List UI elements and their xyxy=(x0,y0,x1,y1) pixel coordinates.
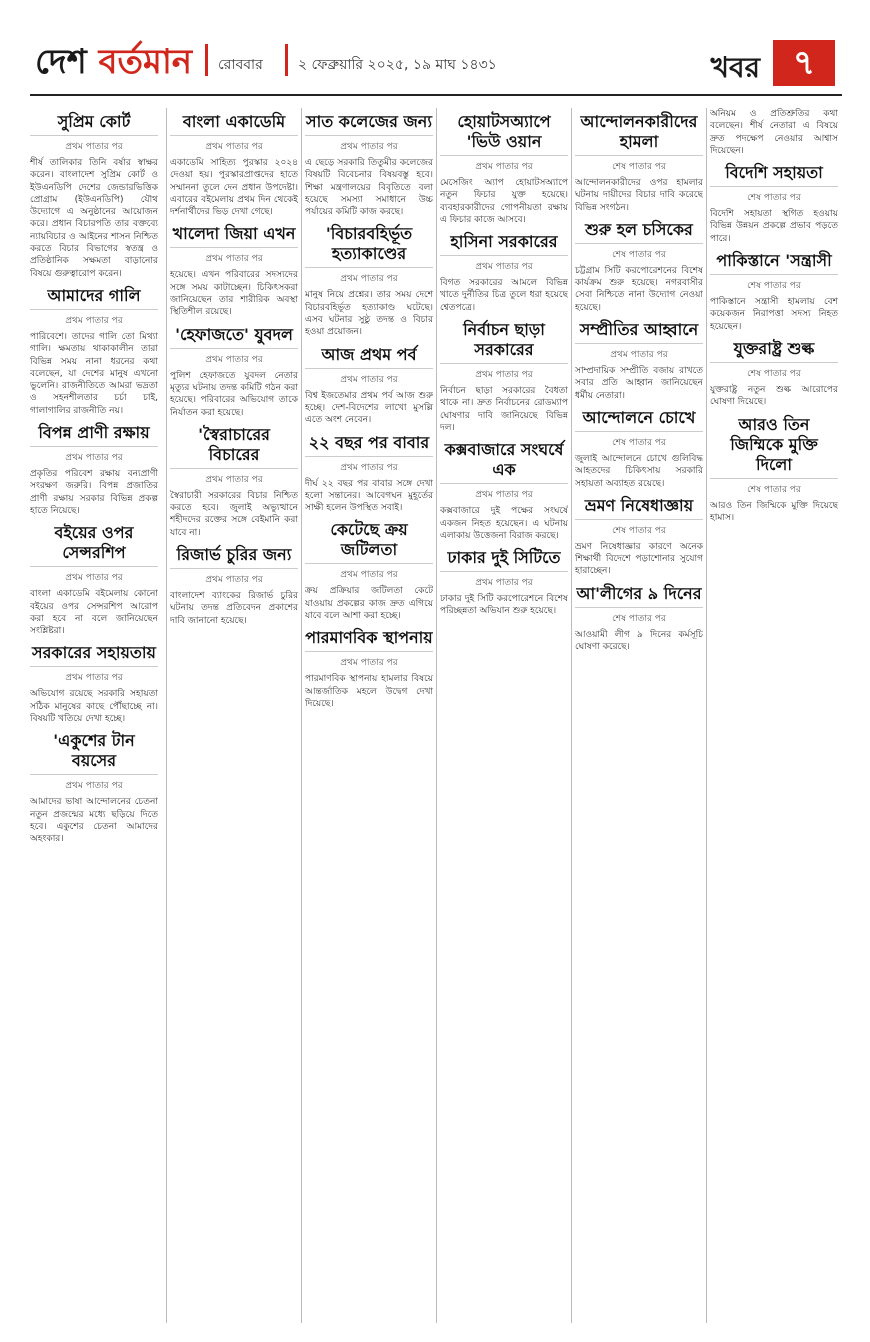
article-body: একাডেমি সাহিত্য পুরস্কার ২০২৪ দেওয়া হয়। পুরস্কারপ্রাপ্তদের হাতে সম্মাননা তুলে দেন প্রধান উপদেষ্টা। এবারের বইমেলায় প্রথম দিন থেকেই দর্শনার্থীদের ভিড় দেখা গেছে। xyxy=(170,158,298,218)
article-headline[interactable]: যুক্তরাষ্ট্র শুল্ক xyxy=(710,339,838,363)
article-headline[interactable]: পাকিস্তানে 'সন্ত্রাসী xyxy=(710,251,838,275)
article-body: অভিযোগ রয়েছে সরকারি সহায়তা সঠিক মানুষের কাছে পৌঁছাচ্ছে না। বিষয়টি খতিয়ে দেখা হচ্ছে। xyxy=(30,689,158,725)
article xyxy=(170,224,298,318)
article xyxy=(440,320,568,434)
article xyxy=(305,345,433,427)
masthead-day: রোববার xyxy=(218,57,263,73)
article-headline[interactable]: আমাদের গালি xyxy=(30,286,158,310)
masthead xyxy=(0,0,870,100)
article xyxy=(440,232,568,314)
article-body: এ ছেড়ে সরকারি তিতুমীর কলেজের বিষয়টি বিবেচনার বিষয়বস্তু হবে। শিক্ষা মন্ত্রণালয়ের বিবৃতিতে বলা হয়েছে সমস্যা সমাধানে উচ্চ পর্যায়ের কমিটি কাজ করছে। xyxy=(305,158,433,218)
article-byline: শেষ পাতার পর xyxy=(612,249,666,260)
article xyxy=(440,440,568,542)
article-body: আরও তিন জিম্মিকে মুক্তি দিয়েছে হামাস। xyxy=(710,500,838,523)
article-body: কক্সবাজারে দুই পক্ষের সংঘর্ষে একজন নিহত হয়েছেন। এ ঘটনায় এলাকায় উত্তেজনা বিরাজ করছে। xyxy=(440,506,568,541)
article xyxy=(30,643,158,725)
article-byline: শেষ পাতার পর xyxy=(747,193,801,204)
article-byline: প্রথম পাতার পর xyxy=(205,142,263,152)
article-body: আওয়ামী লীগ ৯ দিনের কর্মসূচি ঘোষণা করেছে। xyxy=(575,629,703,653)
article-body: পুলিশ হেফাজতে যুবদল নেতার মৃত্যুর ঘটনায় তদন্ত কমিটি গঠন করা হয়েছে। পরিবারের অভিযোগ তাকে নির্যাতন করা হয়েছে। xyxy=(170,370,298,418)
column-divider xyxy=(706,108,707,1323)
article-byline: প্রথম পাতার পর xyxy=(205,254,263,265)
article-body: জুলাই আন্দোলনে চোখে গুলিবিদ্ধ আহতদের চিকিৎসায় সরকারি সহায়তা অব্যাহত রয়েছে। xyxy=(575,453,703,489)
article-headline[interactable]: আরও তিন জিম্মিকে মুক্তি দিলো xyxy=(710,415,838,479)
article xyxy=(710,163,838,245)
article-byline: প্রথম পাতার পর xyxy=(475,490,533,501)
article xyxy=(170,325,298,419)
article-byline: প্রথম পাতার পর xyxy=(340,462,398,473)
article xyxy=(710,108,838,157)
column-divider xyxy=(571,108,572,1323)
section-title: খবর xyxy=(710,51,760,84)
article-body: পারিবেশে। তাদের গালি তো মিথ্যা গালি। ক্ষমতায় থাকাকালীন তারা বিভিন্ন সময় নানা ধরনের কথা বলেছেন, যা দেশের মানুষ এখনো ভুলেনি। রাজনীতিতে আমরা ভদ্রতা ও সহনশীলতার চর্চা চাই, গালাগালির রাজনীতি নয়। xyxy=(30,331,158,416)
article-headline[interactable]: আন্দোলনকারীদের হামলা xyxy=(575,112,703,156)
article-headline[interactable]: শুরু হল চসিকের xyxy=(575,220,703,244)
article xyxy=(305,520,433,622)
article-body: আন্দোলনকারীদের ওপর হামলার ঘটনায় দায়ীদের বিচার দাবি করেছে বিভিন্ন সংগঠন। xyxy=(575,178,703,213)
article xyxy=(575,408,703,490)
article-headline[interactable]: রিজার্ভ চুরির জন্য xyxy=(170,545,298,569)
article xyxy=(575,584,703,654)
article-body: প্রকৃতির পরিবেশ রক্ষায় বন্যপ্রাণী সংরক্ষণ জরুরি। বিপন্ন প্রজাতির প্রাণী রক্ষায় সরকার বিভিন্ন প্রকল্প হাতে নিয়েছে। xyxy=(30,469,158,516)
column-4 xyxy=(440,108,568,1323)
article xyxy=(30,112,158,280)
article-body: মেসেজিং অ্যাপ হোয়াটসঅ্যাপে নতুন ফিচার যুক্ত হয়েছে। ব্যবহারকারীদের গোপনীয়তা রক্ষায় এ ফিচার কাজে আসবে। xyxy=(440,178,568,225)
column-2 xyxy=(170,108,298,1323)
article-body: ঢাকার দুই সিটি করপোরেশনে বিশেষ পরিচ্ছন্নতা অভিযান শুরু হয়েছে। xyxy=(440,594,568,617)
article-byline: প্রথম পাতার পর xyxy=(340,570,398,581)
article xyxy=(575,320,703,402)
article-headline[interactable]: হাসিনা সরকারের xyxy=(440,232,568,256)
article xyxy=(305,112,433,218)
article-body: নির্বাচন ছাড়া সরকারের বৈধতা থাকে না। দ্রুত নির্বাচনের রোডম্যাপ ঘোষণার দাবি জানিয়েছে বিভিন্ন দল। xyxy=(440,386,568,433)
article-headline[interactable]: 'স্বৈরাচারের বিচারের xyxy=(170,425,298,469)
article-headline[interactable]: সম্প্রীতির আহ্বানে xyxy=(575,320,703,344)
newspaper-logo: দেশ বর্তমান xyxy=(35,42,193,82)
article-body: আমাদের ভাষা আন্দোলনের চেতনা নতুন প্রজন্মের মধ্যে ছড়িয়ে দিতে হবে। একুশের চেতনা আমাদের অহংকার। xyxy=(30,797,158,845)
page-number: ৭ xyxy=(773,40,835,86)
article-headline[interactable]: ভ্রমণ নিষেধাজ্ঞায় xyxy=(575,496,703,520)
article xyxy=(575,112,703,214)
masthead-divider xyxy=(205,44,208,76)
article-headline[interactable]: হোয়াটসঅ্যাপে 'ভিউ ওয়ান xyxy=(440,112,568,156)
article-headline[interactable]: আ'লীগের ৯ দিনের xyxy=(575,584,703,608)
article-headline[interactable]: ঢাকার দুই সিটিতে xyxy=(440,548,568,572)
article-byline: প্রথম পাতার পর xyxy=(340,374,398,385)
article xyxy=(305,433,433,515)
article-byline: শেষ পাতার পর xyxy=(747,281,801,292)
article-headline[interactable]: বিদেশি সহায়তা xyxy=(710,163,838,187)
article xyxy=(710,339,838,409)
article xyxy=(710,251,838,333)
column-divider xyxy=(436,108,437,1323)
article-headline[interactable]: বাংলা একাডেমি xyxy=(170,112,298,136)
article-body: বিদেশি সহায়তা স্থগিত হওয়ায় বিভিন্ন উন্নয়ন প্রকল্পে প্রভাব পড়তে পারে। xyxy=(710,209,838,244)
article xyxy=(710,415,838,525)
article-byline: প্রথম পাতার পর xyxy=(340,142,398,152)
article-byline: শেষ পাতার পর xyxy=(612,613,666,624)
article-byline: প্রথম পাতার পর xyxy=(65,453,123,464)
article-headline[interactable]: 'বিচারবহির্ভূত হত্যাকাণ্ডের xyxy=(305,224,433,268)
article xyxy=(305,628,433,710)
article-body: হয়েছে। এখন পরিবারের সদস্যদের সঙ্গে সময় কাটাচ্ছেন। চিকিৎসকরা জানিয়েছেন তার শারীরিক অবস্থা স্থিতিশীল রয়েছে। xyxy=(170,270,298,318)
article-headline[interactable]: ২২ বছর পর বাবার xyxy=(305,433,433,457)
article-byline: শেষ পাতার পর xyxy=(612,162,666,172)
column-divider xyxy=(301,108,302,1323)
article-headline[interactable]: খালেদা জিয়া এখন xyxy=(170,224,298,248)
article-body: শীর্ষ তালিকার তিনি বর্ষার স্বাক্ষর করেন। বাংলাদেশ সুপ্রিম কোর্ট ও ইউএনডিপি দেশের জেন্ডারভিত্তিক প্রোগ্রাম (ইউএনডিপি) যৌথ উদ্যোগে এ অনুষ্ঠানের আয়োজন করে। প্রধান বিচারপতি তার বক্তব্যে ন্যায়বিচার ও আইনের শাসন নিশ্চিত করতে বিচার বিভাগের স্বতন্ত্র ও প্রতিষ্ঠানিক সক্ষমতা বাড়ানোর বিষয়ে গুরুত্বারোপ করেন। xyxy=(30,158,158,279)
article-byline: শেষ পাতার পর xyxy=(612,525,666,536)
article-body: যুক্তরাষ্ট্র নতুন শুল্ক আরোপের ঘোষণা দিয়েছে। xyxy=(710,384,838,408)
article-headline[interactable]: সুপ্রিম কোর্ট xyxy=(30,112,158,136)
article-byline: প্রথম পাতার পর xyxy=(65,781,123,792)
article-body: বাংলা একাডেমি বইমেলায় কোনো বইয়ের ওপর সেন্সরশিপ আরোপ করা হবে না বলে জানিয়েছেন সংশ্লিষ্টরা। xyxy=(30,589,158,637)
article-body: চট্টগ্রাম সিটি করপোরেশনের বিশেষ কার্যক্রম শুরু হয়েছে। নগরবাসীর সেবা নিশ্চিতে নানা উদ্যোগ নেওয়া হয়েছে। xyxy=(575,265,703,313)
article-headline[interactable]: কেটেছে ক্রয় জটিলতা xyxy=(305,520,433,564)
article-headline[interactable]: পারমাণবিক স্থাপনায় xyxy=(305,628,433,652)
article-byline: প্রথম পাতার পর xyxy=(65,673,123,684)
article xyxy=(575,220,703,314)
article-byline: প্রথম পাতার পর xyxy=(475,578,533,589)
article-byline: প্রথম পাতার পর xyxy=(205,575,263,586)
article-byline: শেষ পাতার পর xyxy=(747,368,801,379)
article xyxy=(170,425,298,539)
article-byline: প্রথম পাতার পর xyxy=(475,162,533,172)
article-body: বাংলাদেশ ব্যাংকের রিজার্ভ চুরির ঘটনায় তদন্ত প্রতিবেদন প্রকাশের দাবি জানানো হয়েছে। xyxy=(170,591,298,626)
article-byline: প্রথম পাতার পর xyxy=(65,315,123,326)
article-headline[interactable]: সাত কলেজের জন্য xyxy=(305,112,433,136)
article-headline[interactable]: বইয়ের ওপর সেন্সরশিপ xyxy=(30,523,158,567)
article xyxy=(440,548,568,618)
article xyxy=(30,523,158,637)
article-headline[interactable]: 'একুশের টান বয়সের xyxy=(30,731,158,775)
article xyxy=(440,112,568,226)
article-byline: প্রথম পাতার পর xyxy=(65,573,123,584)
column-5 xyxy=(575,108,703,1323)
article-headline[interactable]: নির্বাচন ছাড়া সরকারের xyxy=(440,320,568,364)
article xyxy=(305,224,433,338)
column-divider xyxy=(166,108,167,1323)
article-byline: প্রথম পাতার পর xyxy=(610,350,668,361)
article xyxy=(170,545,298,627)
masthead-divider xyxy=(285,44,288,76)
article-headline[interactable]: 'হেফাজতে' যুবদল xyxy=(170,325,298,349)
article-body: দীর্ঘ ২২ বছর পর বাবার সঙ্গে দেখা হলো সন্তানের। আবেগঘন মুহূর্তের সাক্ষী হলেন উপস্থিত সবাই। xyxy=(305,478,433,514)
article-headline[interactable]: আজ প্রথম পর্ব xyxy=(305,345,433,369)
article xyxy=(30,731,158,845)
article-headline[interactable]: বিপন্ন প্রাণী রক্ষায় xyxy=(30,423,158,447)
article-body: বিগত সরকারের আমলে বিভিন্ন খাতে দুর্নীতির চিত্র তুলে ধরা হয়েছে শ্বেতপত্রে। xyxy=(440,278,568,313)
article-body: ক্রয় প্রক্রিয়ার জটিলতা কেটে যাওয়ায় প্রকল্পের কাজ দ্রুত এগিয়ে যাবে বলে আশা করা হচ্ছে। xyxy=(305,586,433,622)
article xyxy=(575,496,703,578)
article-headline[interactable]: কক্সবাজারে সংঘর্ষে এক xyxy=(440,440,568,484)
article-body: মানুষ নিয়ে প্রশ্নের। তার সময় দেশে বিচারবহির্ভূত হত্যাকাণ্ড ঘটেছে। এসব ঘটনার সুষ্ঠু তদন্ত ও বিচার হওয়া প্রয়োজন। xyxy=(305,290,433,338)
article-body: অনিয়ম ও প্রতিশ্রুতির কথা বলেছেন। শীর্ষ নেতারা এ বিষয়ে দ্রুত পদক্ষেপ নেওয়ার আশ্বাস দিয়েছেন। xyxy=(710,109,838,156)
article-body: সাম্প্রদায়িক সম্প্রীতি বজায় রাখতে সবার প্রতি আহ্বান জানিয়েছেন ধর্মীয় নেতারা। xyxy=(575,366,703,401)
article-byline: প্রথম পাতার পর xyxy=(340,274,398,285)
article-body: পারমাণবিক স্থাপনায় হামলার বিষয়ে আন্তর্জাতিক মহলে উদ্বেগ দেখা দিয়েছে। xyxy=(305,674,433,709)
column-6 xyxy=(710,108,838,1323)
article-byline: শেষ পাতার পর xyxy=(612,437,666,448)
column-3 xyxy=(305,108,433,1323)
article-headline[interactable]: সরকারের সহায়তায় xyxy=(30,643,158,667)
article-byline: শেষ পাতার পর xyxy=(747,484,801,495)
article-body: স্বৈরাচারী সরকারের বিচার নিশ্চিত করতে হবে। জুলাই অভ্যুত্থানে শহীদদের রক্তের সঙ্গে বেইমানি করা যাবে না। xyxy=(170,490,298,538)
article xyxy=(30,286,158,417)
article-body: বিশ্ব ইজতেমার প্রথম পর্ব আজ শুরু হচ্ছে। দেশ-বিদেশের লাখো মুসল্লি এতে অংশ নেবেন। xyxy=(305,390,433,426)
article-byline: প্রথম পাতার পর xyxy=(65,142,123,152)
article-byline: প্রথম পাতার পর xyxy=(340,658,398,669)
article-body: ভ্রমণ নিষেধাজ্ঞার কারণে অনেক শিক্ষার্থী বিদেশে পড়াশোনার সুযোগ হারাচ্ছেন। xyxy=(575,541,703,577)
column-1 xyxy=(30,108,158,1323)
article-headline[interactable]: আন্দোলনে চোখে xyxy=(575,408,703,432)
article-byline: প্রথম পাতার পর xyxy=(205,354,263,365)
article xyxy=(170,112,298,218)
article-byline: প্রথম পাতার পর xyxy=(475,262,533,273)
article xyxy=(30,423,158,517)
article-byline: প্রথম পাতার পর xyxy=(205,474,263,485)
article-body: পাকিস্তানে সন্ত্রাসী হামলায় বেশ কয়েকজন নিরাপত্তা সদস্য নিহত হয়েছেন। xyxy=(710,297,838,332)
article-byline: প্রথম পাতার পর xyxy=(475,370,533,381)
masthead-date: ২ ফেব্রুয়ারি ২০২৫, ১৯ মাঘ ১৪৩১ xyxy=(298,57,497,73)
masthead-rule xyxy=(30,94,842,96)
